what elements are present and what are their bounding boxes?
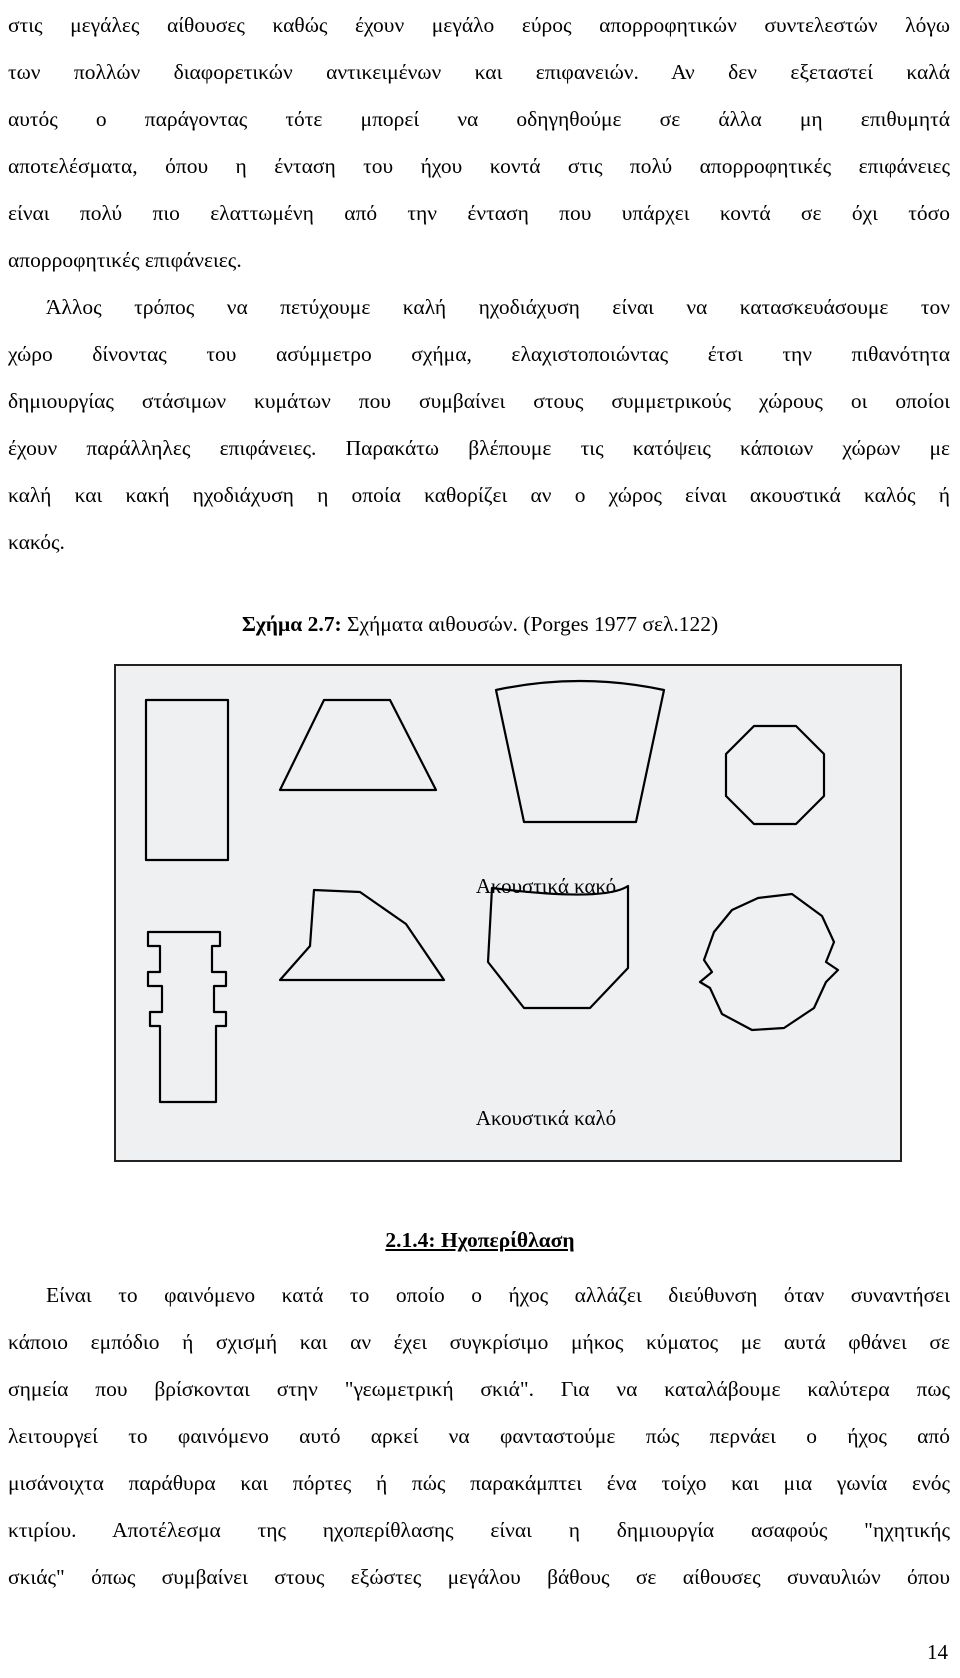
curved-trapezoid-room-shape (488, 886, 628, 1008)
text-line: των πολλών διαφορετικών αντικειμένων και επιφανειών. Αν δεν εξεταστεί καλά (8, 60, 950, 84)
figure-caption-text: Σχήματα αιθουσών. (Porges 1977 σελ.122) (341, 612, 719, 636)
acoustically-good-label: Ακουστικά καλό (475, 1106, 617, 1130)
paragraph-1 (8, 2, 950, 284)
paragraph-3 (8, 1272, 950, 1601)
paragraph-2 (8, 284, 950, 566)
text-line: κακός. (8, 530, 65, 554)
text-line: δημιουργίας στάσιμων κυμάτων που συμβαίνει στους συμμετρικούς χώρους οι οποίοι (8, 389, 950, 413)
room-shapes-figure (114, 664, 902, 1162)
text-line: αποτελέσματα, όπου η ένταση του ήχου κοντά στις πολύ απορροφητικές επιφάνειες (8, 154, 950, 178)
text-line: σημεία που βρίσκονται στην "γεωμετρική σκιά". Για να καταλάβουμε καλύτερα πως (8, 1377, 950, 1401)
text-line: καλή και κακή ηχοδιάχυση η οποία καθορίζει αν ο χώρος είναι ακουστικά καλός ή (8, 483, 950, 507)
figure-caption (0, 612, 960, 637)
room-shapes-drawing (116, 666, 900, 1160)
text-line: κτιρίου. Αποτέλεσμα της ηχοπερίθλασης είναι η δημιουργία ασαφούς "ηχητικής (8, 1518, 950, 1542)
text-line: λειτουργεί το φαινόμενο αυτό αρκεί να φανταστούμε πώς περνάει ο ήχος από (8, 1424, 950, 1448)
rectangle-room-shape (146, 700, 228, 860)
text-line: Είναι το φαινόμενο κατά το οποίο ο ήχος αλλάζει διεύθυνση όταν συναντήσει (46, 1283, 950, 1307)
stepped-room-shape (148, 932, 226, 1102)
acoustically-bad-label: Ακουστικά κακό (475, 874, 617, 898)
section-heading: 2.1.4: Ηχοπερίθλαση (385, 1228, 575, 1252)
text-line: είναι πολύ πιο ελαττωμένη από την ένταση που υπάρχει κοντά σε όχι τόσο (8, 201, 950, 225)
fan-room-shape (496, 681, 664, 822)
scalloped-room-shape (700, 894, 838, 1030)
irregular-room-shape (280, 890, 444, 980)
page-number: 14 (927, 1640, 948, 1664)
text-line: στις μεγάλες αίθουσες καθώς έχουν μεγάλο εύρος απορροφητικών συντελεστών λόγω (8, 13, 950, 37)
trapezoid-room-shape (280, 700, 436, 790)
figure-caption-number: Σχήμα 2.7: (241, 612, 342, 636)
text-line: Άλλος τρόπος να πετύχουμε καλή ηχοδιάχυση είναι να κατασκευάσουμε τον (46, 295, 950, 319)
octagon-room-shape (726, 726, 824, 824)
text-line: κάποιο εμπόδιο ή σχισμή και αν έχει συγκρίσιμο μήκος κύματος με αυτά φθάνει σε (8, 1330, 950, 1354)
text-line: έχουν παράλληλες επιφάνειες. Παρακάτω βλέπουμε τις κατόψεις κάποιων χώρων με (8, 436, 950, 460)
text-line: χώρο δίνοντας του ασύμμετρο σχήμα, ελαχιστοποιώντας έτσι την πιθανότητα (8, 342, 950, 366)
text-line: αυτός ο παράγοντας τότε μπορεί να οδηγηθούμε σε άλλα μη επιθυμητά (8, 107, 950, 131)
text-line: σκιάς" όπως συμβαίνει στους εξώστες μεγάλου βάθους σε αίθουσες συναυλιών όπου (8, 1565, 950, 1589)
text-line: απορροφητικές επιφάνειες. (8, 248, 242, 272)
text-line: μισάνοιχτα παράθυρα και πόρτες ή πώς παρακάμπτει ένα τοίχο και μια γωνία ενός (8, 1471, 950, 1495)
